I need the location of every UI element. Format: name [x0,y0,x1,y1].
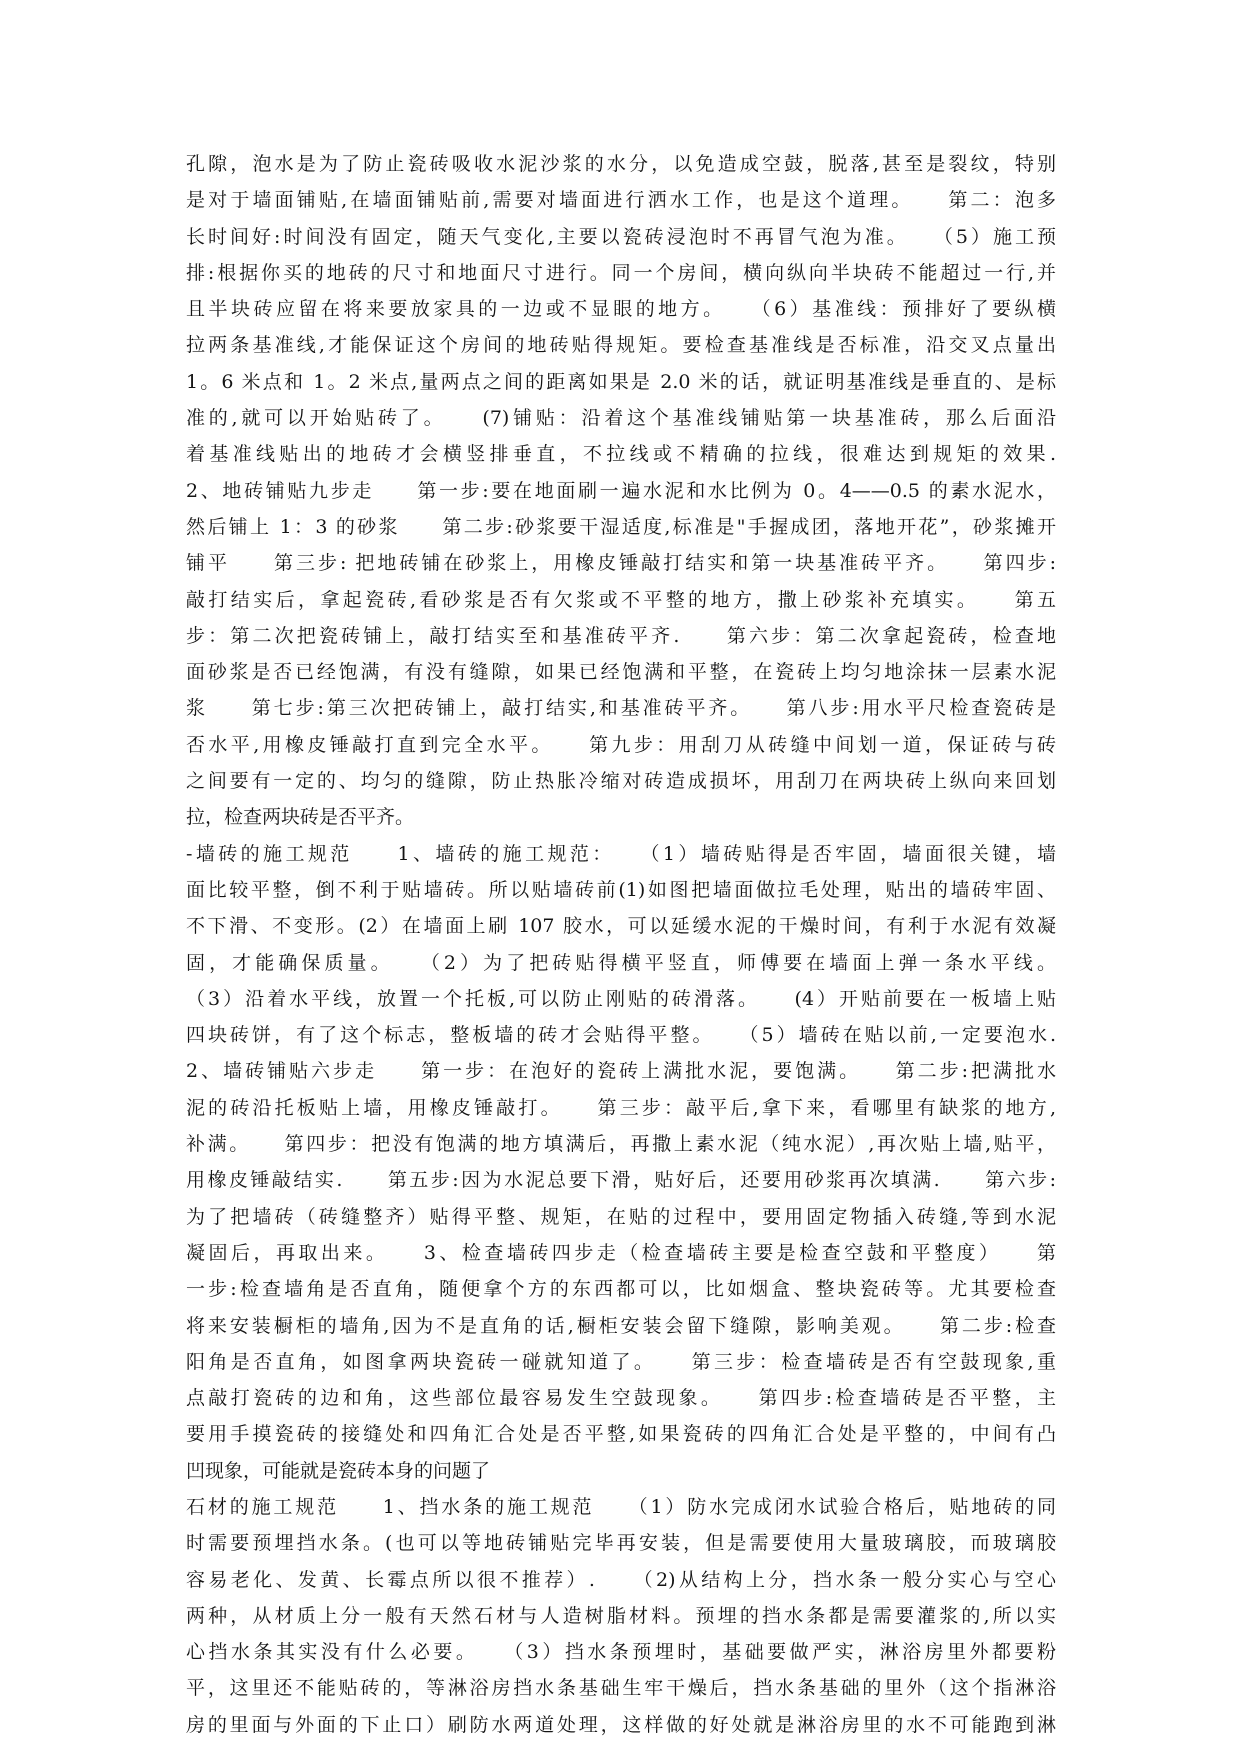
text-line: 铺平 第三步: 把地砖铺在砂浆上，用橡皮锤敲打结实和第一块基准砖平齐。 第四步: [186,552,1056,575]
text-line: 为了把墙砖（砖缝整齐）贴得平整、规矩，在贴的过程中，要用固定物插入砖缝,等到水泥 [186,1205,1056,1228]
text-line: 长时间好:时间没有固定，随天气变化,主要以瓷砖浸泡时不再冒气泡为准。 （5）施工预 [186,225,1056,248]
text-line: 浆 第七步:第三次把砖铺上，敲打结实,和基准砖平齐。 第八步:用水平尺检查瓷砖是 [186,697,1056,720]
text-line: 用橡皮锤敲结实. 第五步:因为水泥总要下滑，贴好后，还要用砂浆再次填满. 第六步: [186,1169,1056,1192]
text-line: 石材的施工规范 1、挡水条的施工规范 （1）防水完成闭水试验合格后，贴地砖的同 [186,1495,1056,1518]
text-line: 凹现象，可能就是瓷砖本身的问题了 [186,1459,491,1482]
text-line: 阳角是否直角，如图拿两块瓷砖一碰就知道了。 第三步：检查墙砖是否有空鼓现象,重 [186,1350,1056,1373]
text-line: 容易老化、发黄、长霉点所以很不推荐）. （2)从结构上分，挡水条一般分实心与空心 [186,1568,1056,1591]
text-line: 孔隙，泡水是为了防止瓷砖吸收水泥沙浆的水分，以免造成空鼓，脱落,甚至是裂纹，特别 [186,153,1056,175]
text-line: 四块砖饼，有了这个标志，整板墙的砖才会贴得平整。 （5）墙砖在贴以前,一定要泡水. [186,1024,1056,1047]
text-line: 1。6 米点和 1。2 米点,量两点之间的距离如果是 2.0 米的话，就证明基准线是垂直的、是标 [186,370,1056,393]
text-line: 房的里面与外面的下止口）刷防水两道处理，这样做的好处就是淋浴房里的水不可能跑到淋 [186,1713,1056,1736]
text-line: 一步:检查墙角是否直角，随便拿个方的东西都可以，比如烟盒、整块瓷砖等。尤其要检查 [186,1278,1056,1301]
text-line: 敲打结实后，拿起瓷砖,看砂浆是否有欠浆或不平整的地方，撒上砂浆补充填实。 第五 [186,588,1056,611]
text-line: 且半块砖应留在将来要放家具的一边或不显眼的地方。 （6）基准线：预排好了要纵横 [186,298,1056,321]
text-line: 是对于墙面铺贴,在墙面铺贴前,需要对墙面进行洒水工作，也是这个道理。 第二：泡多 [186,189,1056,212]
text-line: 固，才能确保质量。 （2）为了把砖贴得横平竖直，师傅要在墙面上弹一条水平线。 [186,951,1056,974]
document-body [186,146,1056,1743]
text-line: 排:根据你买的地砖的尺寸和地面尺寸进行。同一个房间，横向纵向半块砖不能超过一行,并 [186,261,1056,284]
text-line: 准的,就可以开始贴砖了。 (7)铺贴：沿着这个基准线铺贴第一块基准砖，那么后面沿 [186,407,1056,430]
text-line: 时需要预埋挡水条。(也可以等地砖铺贴完毕再安装，但是需要使用大量玻璃胶，而玻璃胶 [186,1532,1056,1555]
text-line: 补满。 第四步：把没有饱满的地方填满后，再撒上素水泥（纯水泥）,再次贴上墙,贴平， [186,1133,1056,1156]
text-line: 着基准线贴出的地砖才会横竖排垂直，不拉线或不精确的拉线，很难达到规矩的效果. [186,443,1056,466]
text-line: （3）沿着水平线，放置一个托板,可以防止刚贴的砖滑落。 (4）开贴前要在一板墙上贴 [186,987,1056,1010]
text-line: 两种，从材质上分一般有天然石材与人造树脂材料。预埋的挡水条都是需要灌浆的,所以实 [186,1604,1056,1627]
text-line: -墙砖的施工规范 1、墙砖的施工规范： （1）墙砖贴得是否牢固，墙面很关键，墙 [186,842,1056,865]
text-line: 泥的砖沿托板贴上墙，用橡皮锤敲打。 第三步：敲平后,拿下来，看哪里有缺浆的地方, [186,1096,1056,1119]
text-line: 拉两条基准线,才能保证这个房间的地砖贴得规矩。要检查基准线是否标准，沿交叉点量出 [186,334,1056,357]
text-line: 拉，检查两块砖是否平齐。 [186,806,415,829]
text-line: 平，这里还不能贴砖的，等淋浴房挡水条基础生牢干燥后，挡水条基础的里外（这个指淋浴 [186,1677,1056,1700]
text-line: 心挡水条其实没有什么必要。 （3）挡水条预埋时，基础要做严实，淋浴房里外都要粉 [186,1641,1056,1664]
text-line: 凝固后，再取出来。 3、检查墙砖四步走（检查墙砖主要是检查空鼓和平整度） 第 [186,1241,1056,1264]
text-line: 不下滑、不变形。(2）在墙面上刷 107 胶水，可以延缓水泥的干燥时间，有利于水泥有效凝 [186,915,1056,938]
text-line: 步：第二次把瓷砖铺上，敲打结实至和基准砖平齐. 第六步：第二次拿起瓷砖，检查地 [186,624,1056,647]
text-line: 点敲打瓷砖的边和角，这些部位最容易发生空鼓现象。 第四步:检查墙砖是否平整，主 [186,1387,1056,1410]
text-line: 2、地砖铺贴九步走 第一步:要在地面刷一遍水泥和水比例为 0。4——0.5 的素水泥水， [186,479,1056,502]
text-line: 面砂浆是否已经饱满，有没有缝隙，如果已经饱满和平整，在瓷砖上均匀地涂抹一层素水泥 [186,661,1056,684]
text-line: 之间要有一定的、均匀的缝隙，防止热胀冷缩对砖造成损坏，用刮刀在两块砖上纵向来回划 [186,770,1056,793]
text-line: 否水平,用橡皮锤敲打直到完全水平。 第九步：用刮刀从砖缝中间划一道，保证砖与砖 [186,733,1056,756]
text-line: 要用手摸瓷砖的接缝处和四角汇合处是否平整,如果瓷砖的四角汇合处是平整的，中间有凸 [186,1423,1056,1446]
text-line: 面比较平整，倒不利于贴墙砖。所以贴墙砖前(1)如图把墙面做拉毛处理，贴出的墙砖牢固、 [186,878,1056,901]
text-line: 2、墙砖铺贴六步走 第一步：在泡好的瓷砖上满批水泥，要饱满。 第二步:把满批水 [186,1060,1056,1083]
text-line: 然后铺上 1：3 的砂浆 第二步:砂浆要干湿适度,标准是"手握成团，落地开花”，砂浆摊开 [186,515,1056,538]
text-line: 将来安装橱柜的墙角,因为不是直角的话,橱柜安装会留下缝隙，影响美观。 第二步:检查 [186,1314,1056,1337]
